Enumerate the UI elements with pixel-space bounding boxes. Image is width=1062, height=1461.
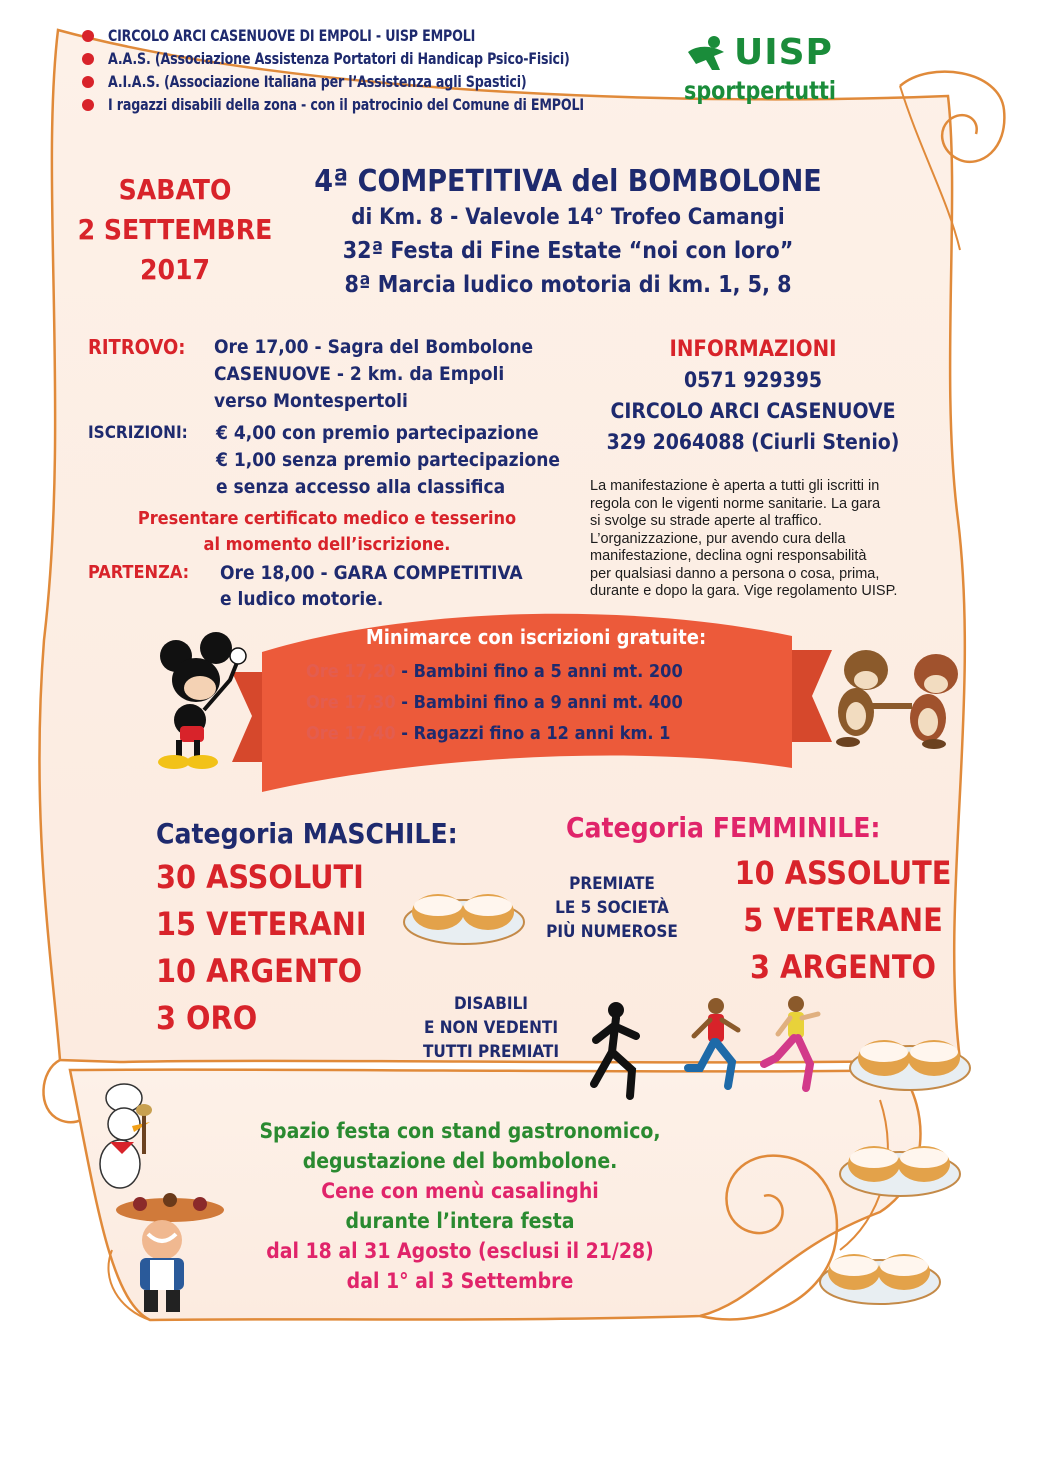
- sponsor-text: I ragazzi disabili della zona - con il patrocinio del Comune di EMPOLI: [108, 95, 584, 114]
- categoria-femminile-title: Categoria FEMMINILE:: [566, 811, 881, 844]
- title-line-2: di Km. 8 - Valevole 14° Trofeo Camangi: [351, 205, 785, 230]
- minimarce-desc: - Bambini fino a 9 anni mt. 400: [395, 692, 683, 713]
- title-line-4: 8ª Marcia ludico motoria di km. 1, 5, 8: [344, 272, 792, 298]
- partenza-label: PARTENZA:: [88, 562, 190, 583]
- premiate-line: PREMIATE: [569, 874, 655, 894]
- categoria-femminile: [566, 808, 881, 848]
- partenza-details: [220, 560, 590, 612]
- festa-line-6: dal 1° al 3 Settembre: [346, 1269, 574, 1293]
- bullet-icon: [82, 99, 94, 111]
- festa-line-5: dal 18 al 31 Agosto (esclusi il 21/28): [266, 1239, 654, 1263]
- sponsor-item: [82, 24, 692, 47]
- sponsor-item: [82, 70, 692, 93]
- categoria-item: 10 ASSOLUTE: [734, 854, 952, 892]
- title-line-1: 4ª COMPETITIVA del BOMBOLONE: [314, 164, 822, 199]
- minimarce-time: Ore 17,30: [306, 692, 396, 713]
- certificato-line-2: al momento dell’iscrizione.: [203, 534, 451, 555]
- ritrovo-line: verso Montespertoli: [214, 390, 408, 412]
- runner-logo-icon: [684, 34, 732, 74]
- categoria-maschile-title: Categoria MASCHILE:: [156, 817, 458, 850]
- title-line-3: 32ª Festa di Fine Estate “noi con loro”: [342, 238, 794, 264]
- bullet-icon: [82, 53, 94, 65]
- categoria-item: 3 ORO: [156, 999, 258, 1037]
- disclaimer-line: regola con le vigenti norme sanitarie. La gara: [590, 495, 881, 512]
- bullet-icon: [82, 30, 94, 42]
- minimarce-row: [306, 718, 766, 749]
- bomboloni-plate-4: [820, 1254, 940, 1304]
- info-title: INFORMAZIONI: [669, 337, 837, 362]
- iscrizioni-label: ISCRIZIONI:: [88, 423, 188, 443]
- event-date: [64, 170, 286, 290]
- festa-line-1: Spazio festa con stand gastronomico,: [259, 1119, 661, 1143]
- disclaimer-line: L’organizzazione, pur avendo cura della: [590, 530, 846, 547]
- sponsor-item: [82, 47, 692, 70]
- festa-line-3: Cene con menù casalinghi: [321, 1179, 599, 1203]
- sponsor-text: CIRCOLO ARCI CASENUOVE DI EMPOLI - UISP EMPOLI: [108, 26, 476, 45]
- minimarce-row: [306, 687, 766, 718]
- uisp-logo: [682, 32, 852, 112]
- disclaimer-line: durante e dopo la gara. Vige regolamento UISP.: [590, 583, 898, 599]
- disabili-premiati: [396, 992, 586, 1064]
- ritrovo-details: [214, 334, 594, 415]
- disclaimer-line: per qualsiasi danno a persona o cosa, prima,: [590, 565, 880, 582]
- festa-line-2: degustazione del bombolone.: [302, 1149, 618, 1173]
- categoria-item: 10 ARGENTO: [156, 952, 363, 990]
- certificato-line-1: Presentare certificato medico e tesserino: [137, 508, 517, 529]
- festa-line-4: durante l’intera festa: [345, 1209, 575, 1233]
- premiate-line: LE 5 SOCIETÀ: [555, 898, 669, 918]
- ritrovo-line: Ore 17,00 - Sagra del Bombolone: [214, 336, 534, 358]
- event-year: 2017: [139, 253, 211, 286]
- disabili-line: E NON VEDENTI: [423, 1018, 559, 1038]
- ritrovo-line: CASENUOVE - 2 km. da Empoli: [214, 363, 505, 385]
- sponsor-text: A.I.A.S. (Associazione Italiana per l’Assistenza agli Spastici): [108, 72, 527, 91]
- info-phone-1: 0571 929395: [683, 368, 823, 392]
- minimarce-time: Ore 17,20: [306, 661, 396, 682]
- sponsor-item: [82, 93, 692, 116]
- minimarce-time: Ore 17,40: [306, 723, 396, 744]
- minimarce-desc: - Ragazzi fino a 12 anni km. 1: [395, 723, 671, 744]
- categoria-item: 15 VETERANI: [156, 905, 367, 943]
- bullet-icon: [82, 76, 94, 88]
- disclaimer-line: manifestazione, declina ogni responsabilità: [590, 548, 867, 564]
- disabili-line: DISABILI: [453, 994, 528, 1014]
- categoria-item: 5 VETERANE: [743, 901, 943, 939]
- info-block: [588, 334, 918, 458]
- categoria-item: 30 ASSOLUTI: [156, 858, 364, 896]
- bomboloni-plate-3: [840, 1146, 960, 1196]
- uisp-name: UISP: [734, 32, 833, 73]
- iscrizioni-line: e senza accesso alla classifica: [216, 476, 506, 498]
- iscrizioni-details: [216, 420, 596, 501]
- info-phone-2: 329 2064088 (Ciurli Stenio): [606, 430, 900, 454]
- disclaimer-line: La manifestazione è aperta a tutti gli iscritti in: [590, 478, 880, 494]
- disabili-line: TUTTI PREMIATI: [422, 1042, 560, 1062]
- uisp-tagline: sportpertutti: [684, 76, 837, 105]
- info-org: CIRCOLO ARCI CASENUOVE: [610, 399, 896, 423]
- ritrovo-label: RITROVO:: [88, 335, 186, 359]
- disclaimer-line: si svolge su strade aperte al traffico.: [590, 513, 822, 529]
- event-title: [258, 162, 878, 302]
- bomboloni-plate-2: [850, 1040, 970, 1090]
- minimarce-desc: - Bambini fino a 5 anni mt. 200: [395, 661, 683, 682]
- premiate-societa: [512, 872, 712, 944]
- minimarce-title: Minimarce con iscrizioni gratuite:: [365, 625, 707, 649]
- sponsors-list: [82, 24, 692, 116]
- premiate-line: PIÙ NUMEROSE: [546, 922, 678, 942]
- iscrizioni-line: € 4,00 con premio partecipazione: [216, 422, 539, 444]
- partenza-line-2: e ludico motorie.: [220, 588, 384, 610]
- event-day: SABATO: [118, 173, 232, 206]
- iscrizioni-line: € 1,00 senza premio partecipazione: [216, 449, 560, 471]
- event-date-month: 2 SETTEMBRE: [77, 213, 273, 246]
- categoria-item: 3 ARGENTO: [750, 948, 936, 986]
- categoria-femminile-items: [718, 850, 968, 991]
- minimarce-row: [306, 656, 766, 687]
- festa-info: [200, 1116, 720, 1296]
- minimarce-content: [306, 624, 766, 749]
- certificato-notice: [92, 506, 562, 558]
- sponsor-text: A.A.S. (Associazione Assistenza Portatori di Handicap Psico-Fisici): [108, 49, 570, 68]
- disclaimer-text: [590, 478, 930, 601]
- partenza-line-1: Ore 18,00 - GARA COMPETITIVA: [220, 562, 523, 584]
